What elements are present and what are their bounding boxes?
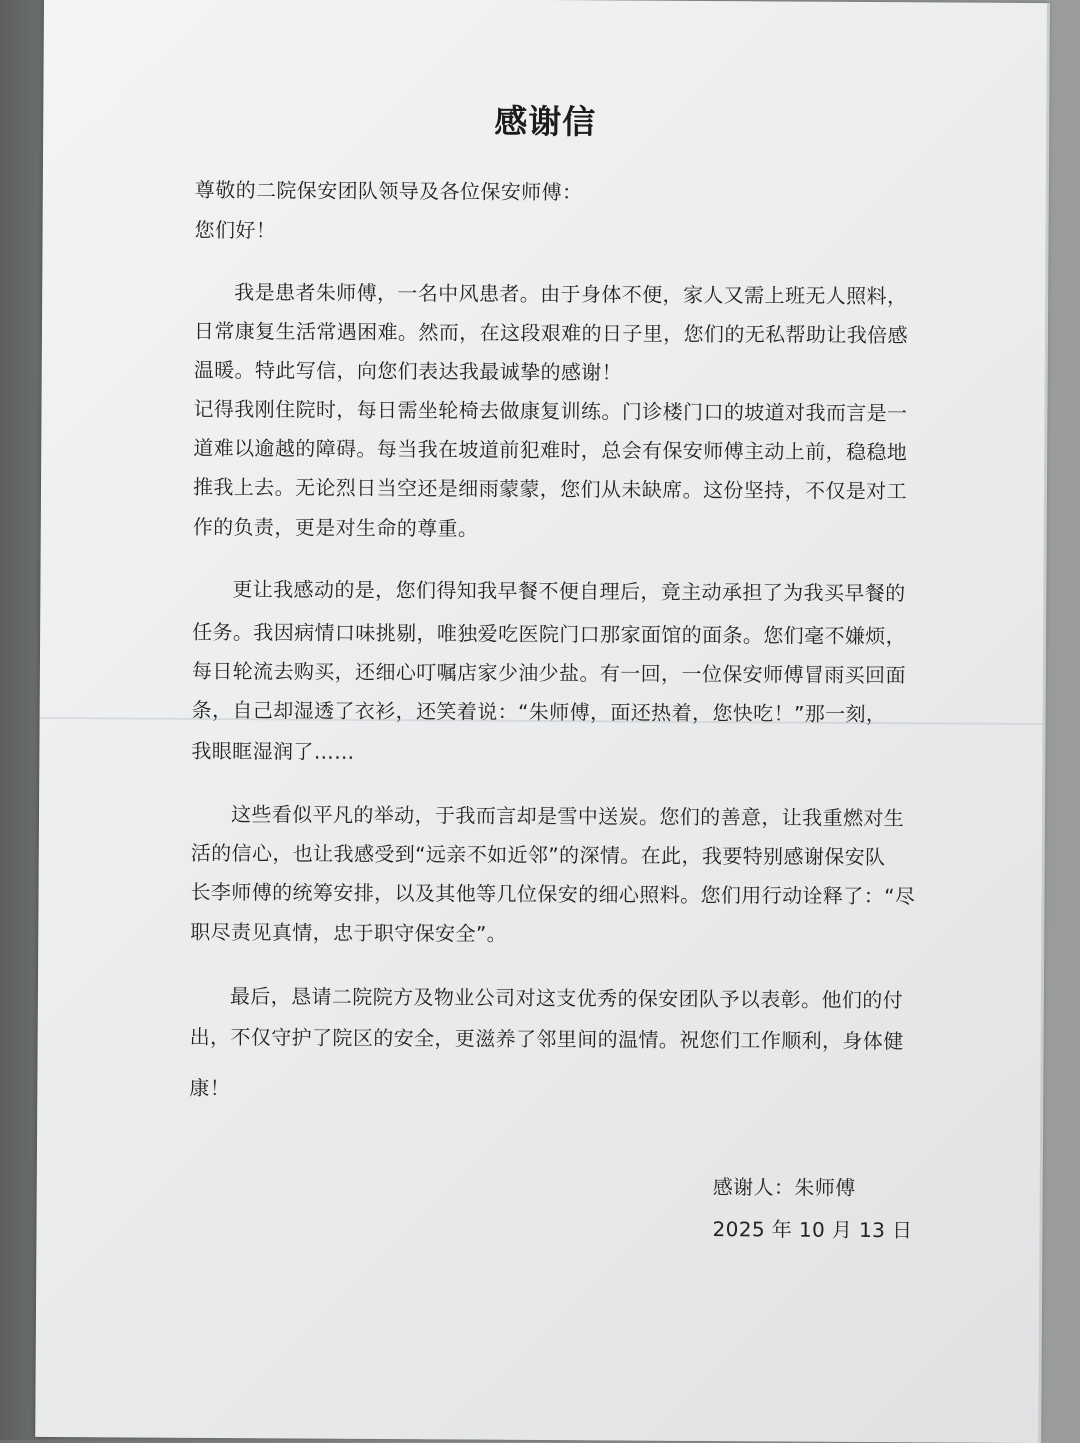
paragraph-4-line: 康！ <box>189 1075 231 1101</box>
paragraph-1-line: 日常康复生活常遇困难。然而，在这段艰难的日子里，您们的无私帮助让我倍感 <box>193 318 909 348</box>
paragraph-2-line: 我眼眶湿润了…… <box>191 738 355 764</box>
paragraph-3-line: 活的信心，也让我感受到“远亲不如近邻”的深情。在此，我要特别感谢保安队 <box>190 840 886 870</box>
paragraph-3-line: 长李师傅的统筹安排，以及其他等几位保安的细心照料。您们用行动诠释了：“尽 <box>190 879 916 909</box>
paragraph-1-line: 我是患者朱师傅，一名中风患者。由于身体不便，家人又需上班无人照料， <box>234 280 908 309</box>
paragraph-3-line: 这些看似平凡的举动，于我而言却是雪中送炭。您们的善意，让我重燃对生 <box>230 802 905 831</box>
greeting: 您们好！ <box>194 217 277 243</box>
paragraph-1-line: 道难以逾越的障碍。每当我在坡道前犯难时，总会有保安师傅主动上前，稳稳地 <box>193 435 908 465</box>
letter-title: 感谢信 <box>494 101 597 142</box>
paragraph-1-line: 记得我刚住院时，每日需坐轮椅去做康复训练。门诊楼门口的坡道对我而言是一 <box>193 396 908 426</box>
signature: 感谢人：朱师傅 <box>712 1175 856 1200</box>
paragraph-2-line: 每日轮流去购买，还细心叮嘱店家少油少盐。有一回，一位保安师傅冒雨买回面 <box>191 658 906 688</box>
paragraph-1-line: 推我上去。无论烈日当空还是细雨蒙蒙，您们从未缺席。这份坚持，不仅是对工 <box>192 474 908 504</box>
paragraph-4-line: 出，不仅守护了院区的安全，更滋养了邻里间的温情。祝您们工作顺利，身体健 <box>189 1024 904 1054</box>
paragraph-2-line: 更让我感动的是，您们得知我早餐不便自理后，竟主动承担了为我买早餐的 <box>232 577 906 606</box>
paragraph-1-line: 作的负责，更是对生命的尊重。 <box>192 514 479 541</box>
paragraph-3-line: 职尽责见真情，忠于职守保安全”。 <box>190 919 508 946</box>
paragraph-4-line: 最后，恳请二院院方及物业公司对这支优秀的保安团队予以表彰。他们的付 <box>229 984 904 1013</box>
paragraph-2-line: 任务。我因病情口味挑剔，唯独爱吃医院门口那家面馆的面条。您们毫不嫌烦， <box>192 619 907 649</box>
letter-sheet <box>35 0 1048 1443</box>
letter-date: 2025 年 10 月 13 日 <box>712 1217 913 1243</box>
salutation: 尊敬的二院保安团队领导及各位保安师傅： <box>194 177 583 205</box>
paragraph-1-line: 温暖。特此写信，向您们表达我最诚挚的感谢！ <box>193 357 623 385</box>
paragraph-2-line: 条，自己却湿透了衣衫，还笑着说：“朱师傅，面还热着，您快吃！”那一刻， <box>191 697 887 727</box>
